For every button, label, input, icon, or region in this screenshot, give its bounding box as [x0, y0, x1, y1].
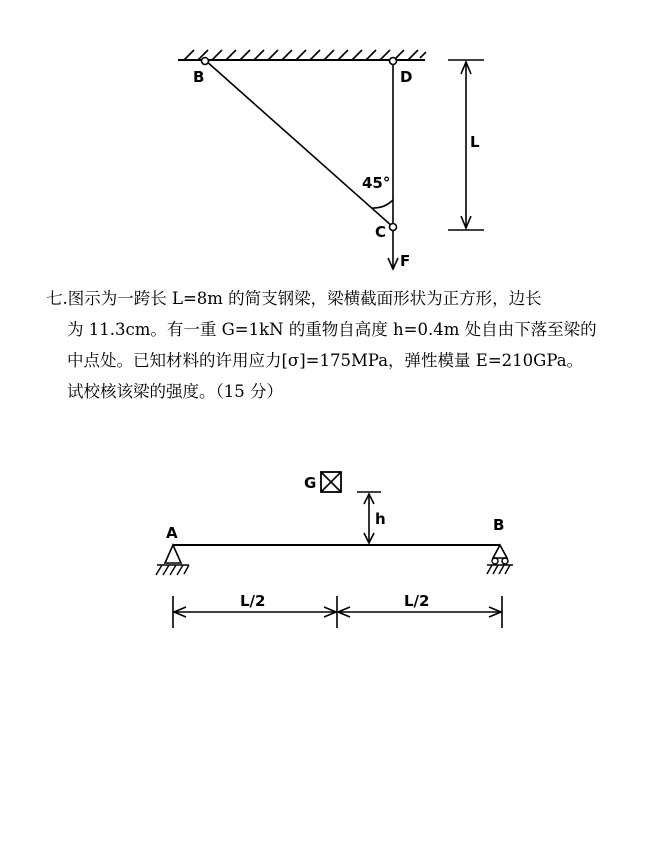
label-h: h — [375, 510, 386, 528]
label-d: D — [400, 68, 413, 86]
angle-arc — [372, 200, 393, 208]
label-c: C — [375, 223, 387, 241]
problem-line-3: 中点处。已知材料的许用应力[σ]=175MPa，弹性模量 E=210GPa。 — [67, 351, 584, 370]
label-g: G — [304, 474, 317, 492]
pin-b — [202, 58, 209, 65]
weight-box — [321, 472, 341, 492]
pin-c — [390, 224, 397, 231]
problem-line-1: 七.图示为一跨长 L=8m 的简支钢梁，梁横截面形状为正方形，边长 — [46, 289, 542, 308]
support-a — [165, 545, 181, 563]
truss-figure — [0, 0, 669, 290]
problem-line-2: 为 11.3cm。有一重 G=1kN 的重物自高度 h=0.4m 处自由下落至梁的 — [67, 320, 597, 339]
support-b — [493, 545, 507, 558]
problem-text — [46, 283, 646, 407]
label-b: B — [193, 68, 205, 86]
bar-bc — [205, 60, 393, 227]
problem-line-4: 试校核该梁的强度。（15 分） — [67, 382, 283, 401]
pin-d — [390, 58, 397, 65]
support-a-hatch — [156, 565, 189, 575]
dim-label-left: L/2 — [240, 592, 266, 610]
problem-number: 七. — [46, 289, 68, 308]
label-f: F — [400, 252, 411, 270]
label-l: L — [470, 133, 480, 151]
label-b2: B — [493, 516, 505, 534]
angle-label: 45° — [362, 174, 391, 192]
dim-label-right: L/2 — [404, 592, 430, 610]
label-a: A — [166, 524, 178, 542]
support-b-hatch — [487, 565, 510, 574]
